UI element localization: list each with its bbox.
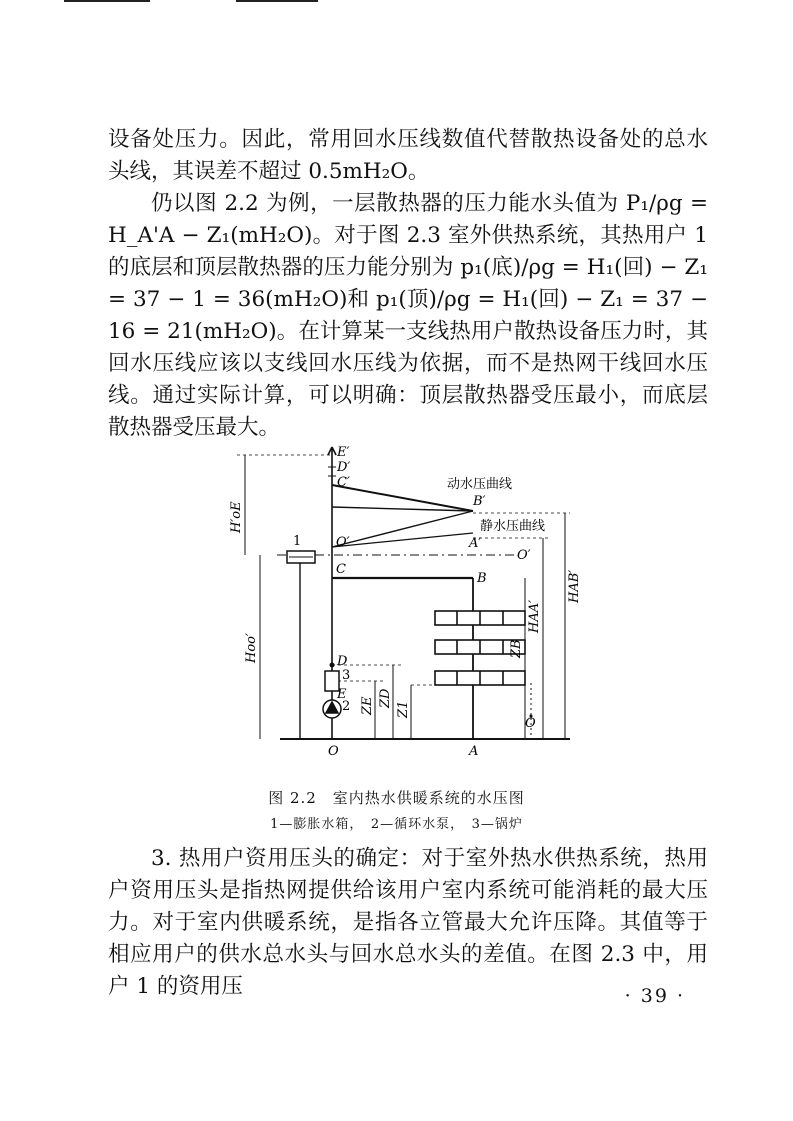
label-a: A [469,744,479,759]
expansion-tank [287,551,315,563]
label-c: C [336,562,346,577]
label-h-ab: HAB′ [567,569,582,603]
label-z-d: ZD [378,688,393,708]
label-b-prime: B′ [473,494,486,509]
static-curve-label: 静水压曲线 [480,519,546,534]
label-num-3: 3 [342,668,351,683]
label-z-b: ZB [509,639,524,658]
label-z-1: Z1 [396,700,411,718]
label-h-aa: HAA′ [527,599,542,633]
label-o-dot: O [525,716,536,731]
header-rule-right [236,0,318,2]
label-d: D [337,654,348,669]
label-o: O [328,744,339,759]
label-num-2: 2 [342,699,351,714]
label-z-e: ZE [360,696,375,715]
paragraph-3: 3. 热用户资用压头的确定：对于室外热水供热系统，热用户资用压头是指热网提供给该用户室内系统可能消耗的最大压力。对于室内供暖系统，是指各立管最大允许压降。其值等于相应用户的供水总水头与回水总水头的差值。在图 2.3 中，用户 1 的资用压 [108,846,708,999]
label-e: E [337,687,347,702]
label-o-prime-right: O′ [517,548,531,563]
label-e-prime: E′ [337,445,350,460]
label-h-oe: H′oE [229,501,244,533]
header-rule-left [64,0,150,2]
paragraph-2: 仍以图 2.2 为例，一层散热器的压力能水头值为 P₁/ρg = H_A'A − Z₁(mH₂O)。对于图 2.3 室外供热系统，其热用户 1 的底层和顶层散热器的压力能分别为 p₁(底)/ρg = H₁(回) − Z₁ = 37 − 1 = 36(mH₂O)和 p₁(顶)/ρg = H₁(回) − Z₁ = 37 − 16 = 21(mH₂O)。在计算某一支线热用户散热设备压力时，其回水压线应该以支线回水压线为依据，而不是热网干线回水压线。通过实际计算，可以明确：顶层散热器受压最小，而底层散热器受压最大。 [108,191,708,440]
label-o-prime-left: O′ [336,535,350,550]
label-c-prime: C′ [337,475,350,490]
static-curve [332,511,473,547]
label-a-prime: A′ [469,536,482,551]
label-d-prime: D′ [337,460,351,475]
label-num-1: 1 [293,534,302,549]
page-number: · 39 · [624,985,685,1007]
return-curve [332,533,473,547]
figure-legend: 1—膨胀水箱， 2—循环水泵， 3—锅炉 [270,817,523,832]
label-h-oo: Hoo′ [244,633,259,663]
water-pressure-diagram [225,443,585,763]
dynamic-curve-label: 动水压曲线 [447,477,513,492]
paragraph-1: 设备处压力。因此，常用回水压线数值代替散热设备处的总水头线，其误差不超过 0.5mH₂O。 [108,127,708,184]
label-b: B [477,571,487,586]
figure-caption: 图 2.2 室内热水供暖系统的水压图 [268,789,525,807]
